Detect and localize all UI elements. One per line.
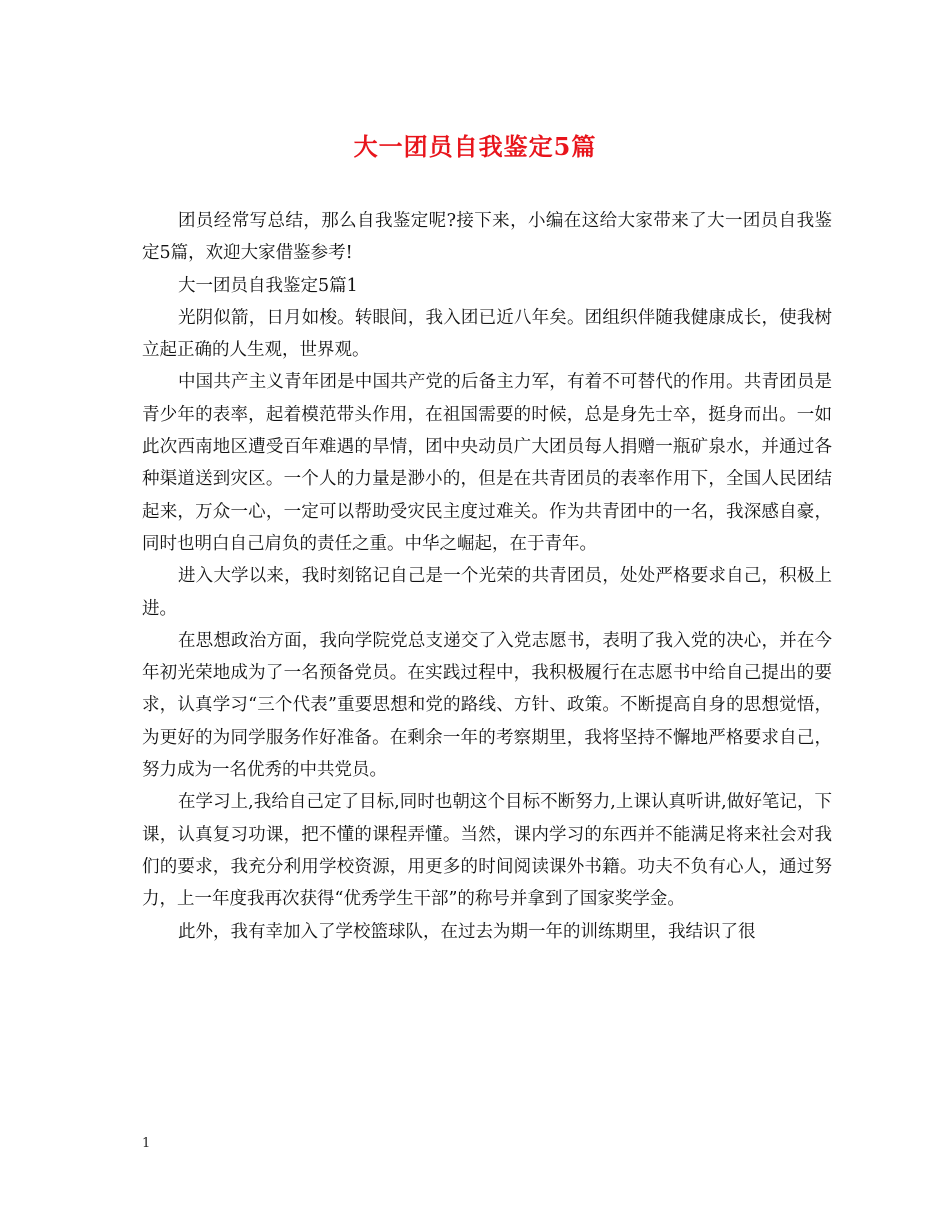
paragraph: 进入大学以来，我时刻铭记自己是一个光荣的共青团员，处处严格要求自己，积极上进。 [142,566,832,619]
section-heading: 大一团员自我鉴定5篇1 [178,275,358,296]
document-body [142,205,832,948]
paragraph: 在学习上,我给自己定了目标,同时也朝这个目标不断努力,上课认真听讲,做好笔记，下课，认真复习功课，把不懂的课程弄懂。当然，课内学习的东西并不能满足将来社会对我们的要求，我充分利用学校资源，用更多的时间阅读课外书籍。功夫不负有心人，通过努力，上一年度我再次获得“优秀学生干部”的称号并拿到了国家奖学金。 [142,792,832,910]
paragraph: 光阴似箭，日月如梭。转眼间，我入团已近八年矣。团组织伴随我健康成长，使我树立起正确的人生观，世界观。 [142,307,832,361]
paragraph: 此外，我有幸加入了学校篮球队，在过去为期一年的训练期里，我结识了很 [178,921,756,942]
paragraph-intro: 团员经常写总结，那么自我鉴定呢?接下来，小编在这给大家带来了大一团员自我鉴定5篇，欢迎大家借鉴参考! [142,211,832,264]
page-number: 1 [142,1136,151,1151]
paragraph: 中国共产主义青年团是中国共产党的后备主力军，有着不可替代的作用。共青团员是青少年的表率，起着模范带头作用，在祖国需要的时候，总是身先士卒，挺身而出。一如此次西南地区遭受百年难遇的旱情，团中央动员广大团员每人捐赠一瓶矿泉水，并通过各种渠道送到灾区。一个人的力量是渺小的，但是在共青团员的表率作用下，全国人民团结起来，万众一心，一定可以帮助受灾民主度过难关。作为共青团中的一名，我深感自豪，同时也明白自己肩负的责任之重。中华之崛起，在于青年。 [142,372,832,554]
paragraph: 在思想政治方面，我向学院党总支递交了入党志愿书，表明了我入党的决心，并在今年初光荣地成为了一名预备党员。在实践过程中，我积极履行在志愿书中给自己提出的要求，认真学习“三个代表”重要思想和党的路线、方针、政策。不断提高自身的思想觉悟，为更好的为同学服务作好准备。在剩余一年的考察期里，我将坚持不懈地严格要求自己，努力成为一名优秀的中共党员。 [142,630,832,781]
document-title: 大一团员自我鉴定5篇 [353,132,597,161]
